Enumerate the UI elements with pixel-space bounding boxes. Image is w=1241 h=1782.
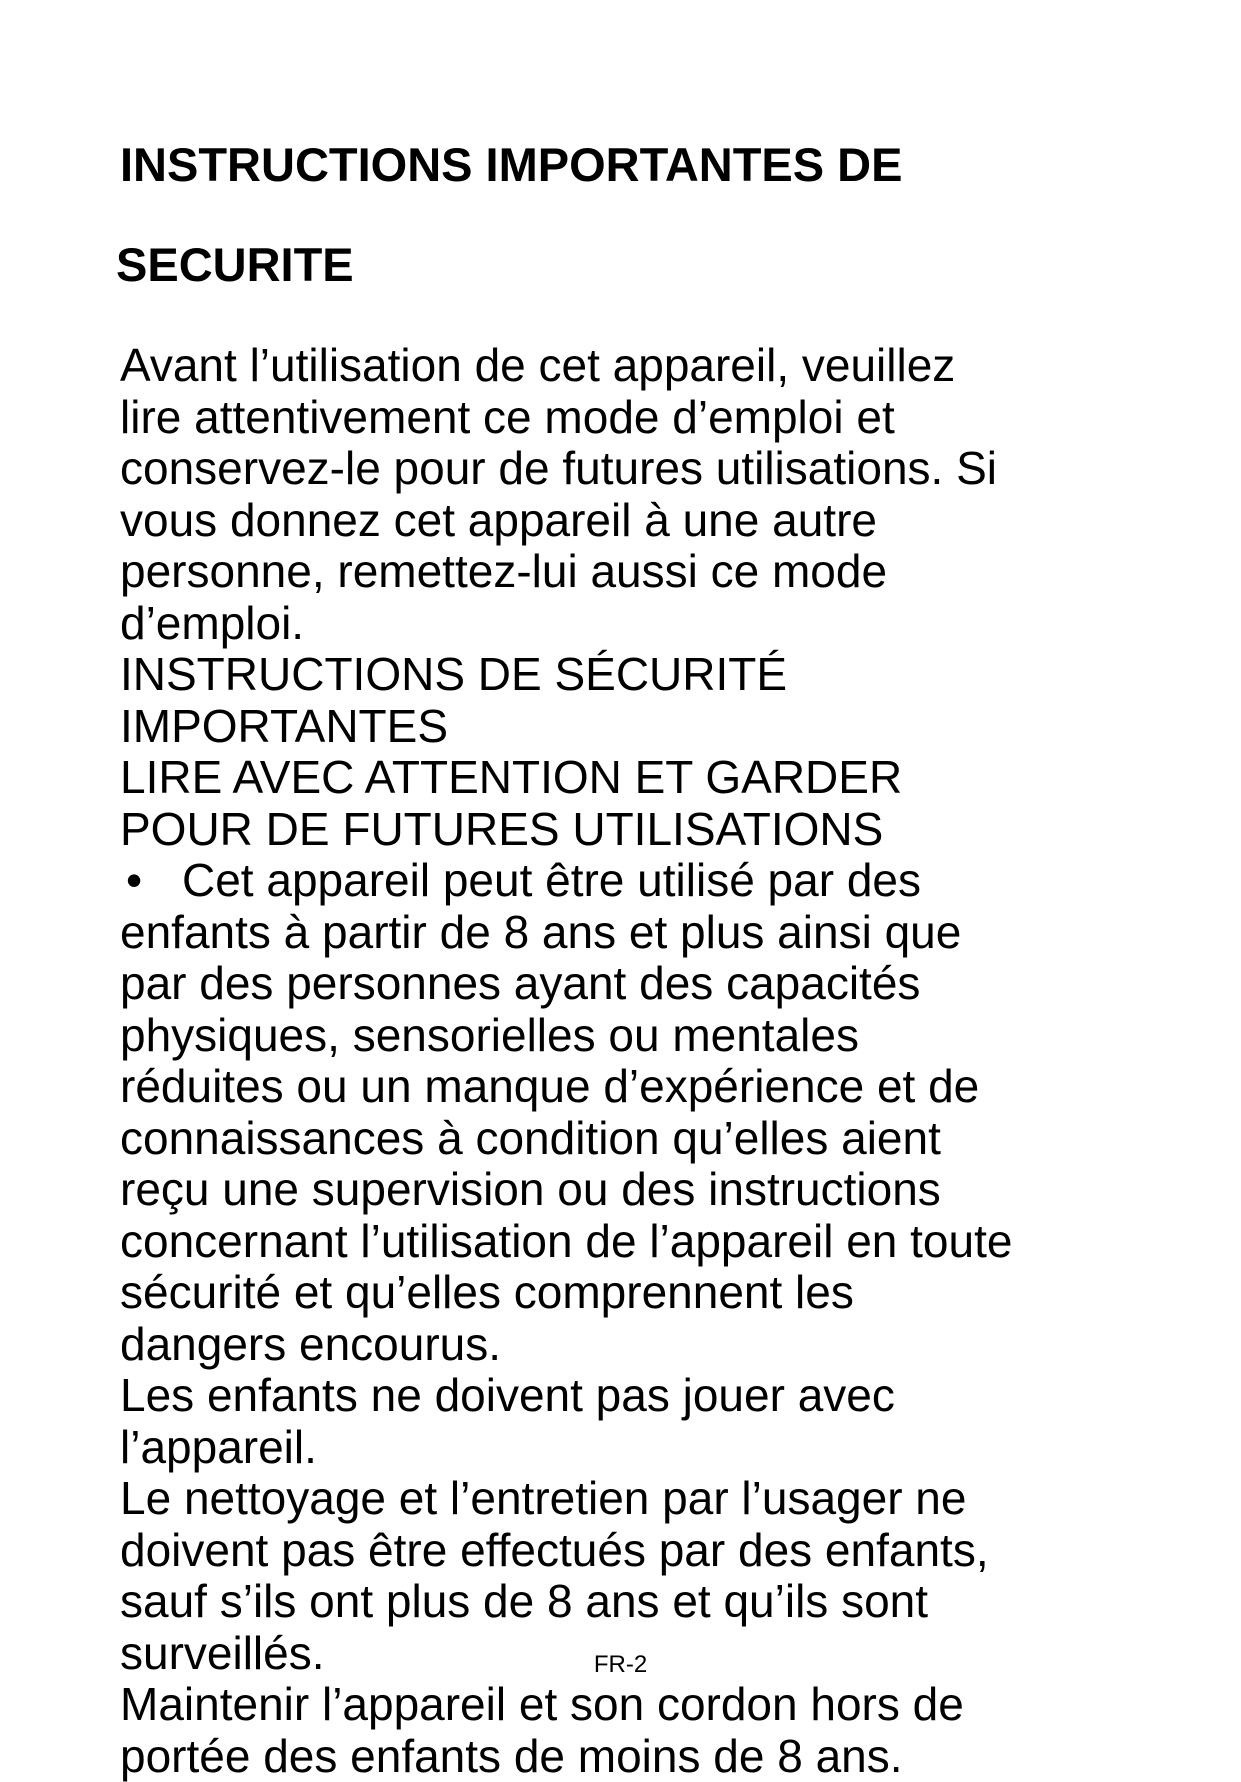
page-number: FR-2 bbox=[593, 1651, 648, 1678]
read-carefully-subheading: LIRE AVEC ATTENTION ET GARDER POUR DE FUTURES UTILISATIONS bbox=[120, 751, 903, 855]
bullet-continuation: enfants à partir de 8 ans et plus ainsi que par des personnes ayant des capacités physiques, sensorielles ou mentales réduites ou un manque d’expérience et de connaissances à condition qu’elles aient reçu une supervision ou des instructions concernant l’utilisation de l’appareil en toute sécurité et qu’elles comprennent les dangers encourus. bbox=[120, 905, 1013, 1370]
bullet-first-text: Cet appareil peut être utilisé par des bbox=[182, 854, 921, 906]
page-content bbox=[116, 90, 1120, 1782]
page-title bbox=[116, 90, 1120, 340]
bullet-icon: • bbox=[126, 854, 143, 906]
cord-paragraph: Maintenir l’appareil et son cordon hors de portée des enfants de moins de 8 ans. bbox=[120, 1678, 964, 1782]
intro-paragraph: Avant l’utilisation de cet appareil, veuillez lire attentivement ce mode d’emploi et conservez-le pour de futures utilisations. Si vous donnez cet appareil à une autre personne, remettez-lui aussi ce mode d’emploi. bbox=[120, 339, 997, 649]
cleaning-paragraph: Le nettoyage et l’entretien par l’usager ne doivent pas être effectués par des enfants, sauf s’ils ont plus de 8 ans et qu’ils sont surveillés. bbox=[120, 1472, 989, 1679]
children-play-paragraph: Les enfants ne doivent pas jouer avec l’appareil. bbox=[120, 1369, 895, 1473]
bullet-item bbox=[120, 855, 1120, 1370]
safety-subheading: INSTRUCTIONS DE SÉCURITÉ IMPORTANTES bbox=[120, 648, 788, 752]
page-title-line-1: INSTRUCTIONS IMPORTANTES DE bbox=[120, 138, 903, 191]
bullet-first-line bbox=[120, 855, 1120, 907]
page-title-line-2: SECURITE bbox=[116, 238, 354, 291]
